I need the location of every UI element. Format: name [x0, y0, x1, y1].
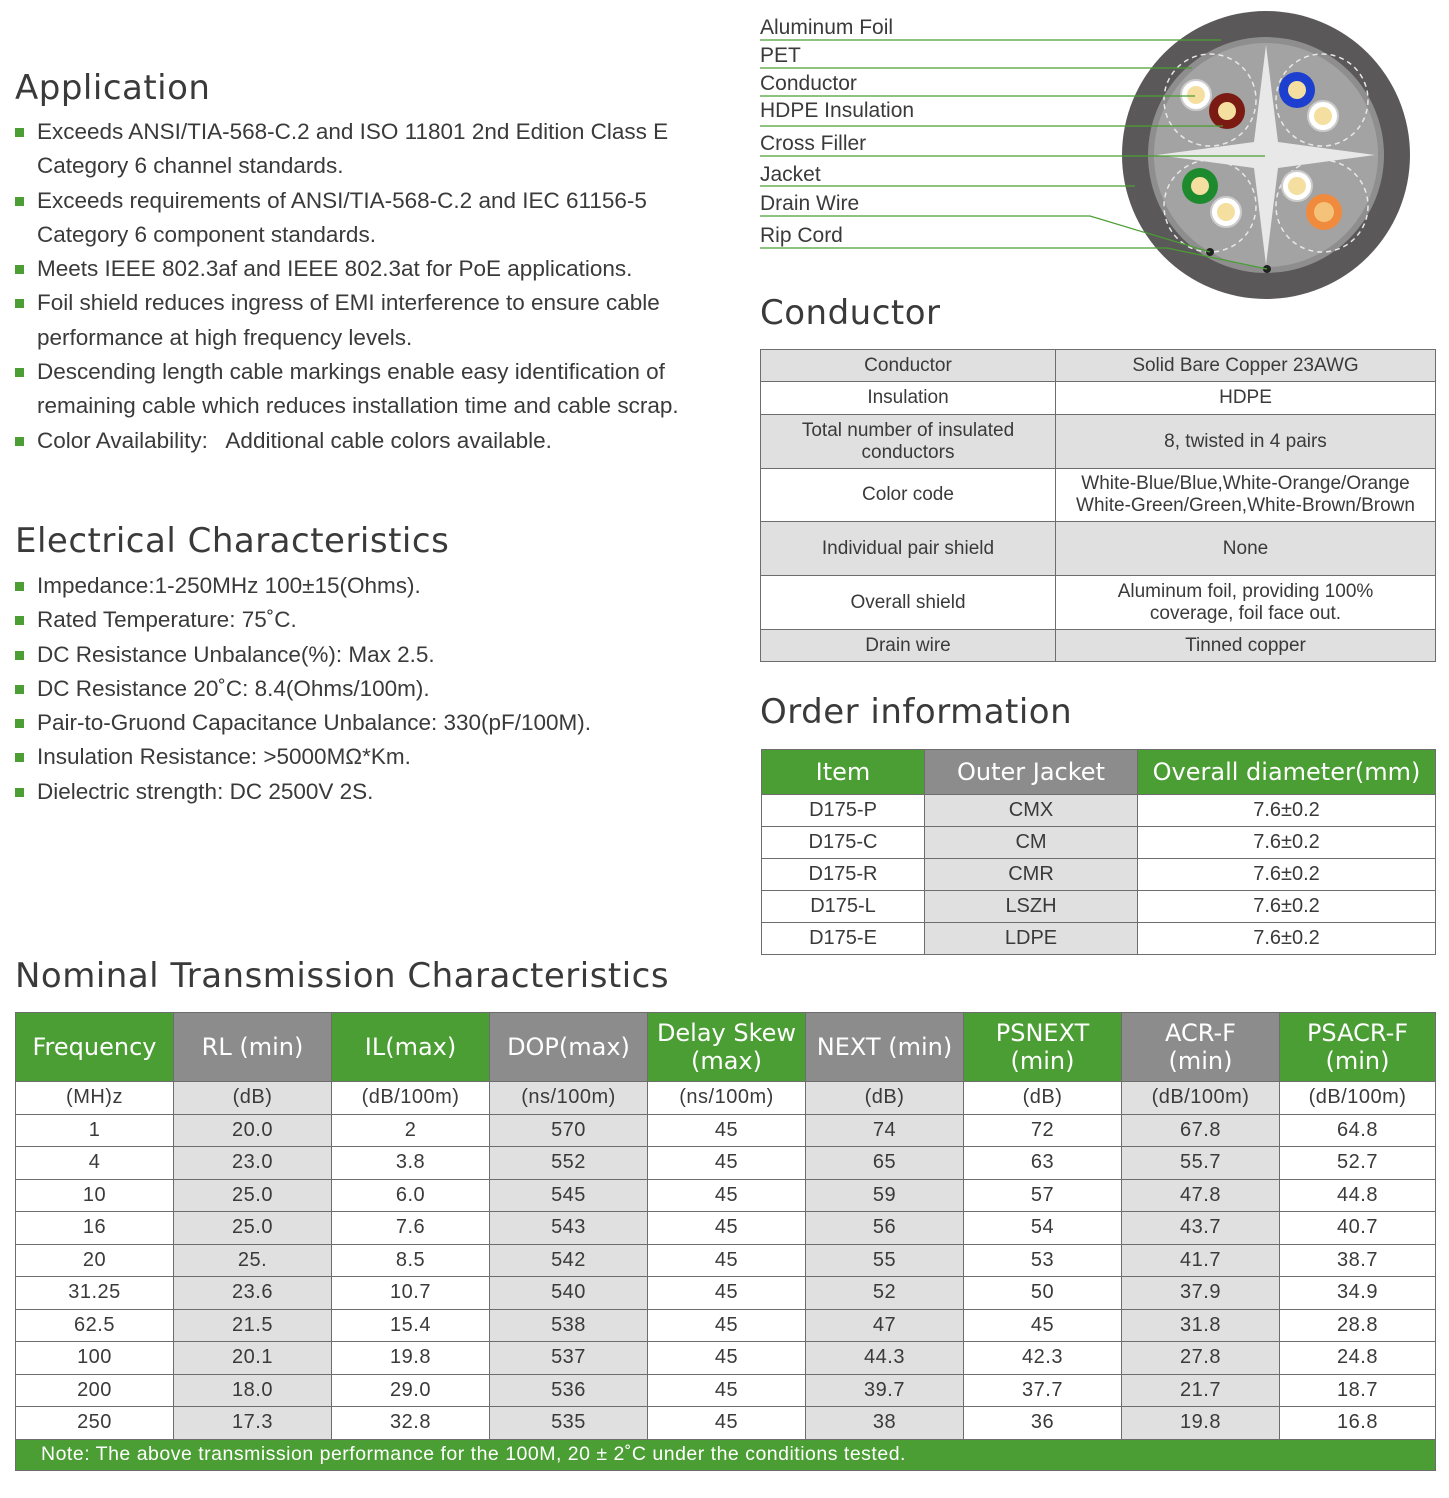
table-cell: 59 [806, 1179, 964, 1212]
column-header: Delay Skew (max) [648, 1013, 806, 1082]
label-hdpe-insulation: HDPE Insulation [760, 99, 915, 122]
table-row [762, 923, 1436, 955]
table-row [16, 1277, 1436, 1310]
note-text: Note: The above transmission performance for the 100M, 20 ± 2˚C under the conditions tested. [16, 1439, 1436, 1470]
table-cell: Insulation [761, 382, 1056, 415]
table-row [761, 469, 1436, 522]
column-header: PSNEXT (min) [964, 1013, 1122, 1082]
table-row [16, 1374, 1436, 1407]
table-row [16, 1179, 1436, 1212]
label-aluminum-foil: Aluminum Foil [760, 16, 894, 39]
table-cell: 55 [806, 1244, 964, 1277]
transmission-table [15, 1012, 1436, 1471]
table-cell: 37.9 [1122, 1277, 1280, 1310]
table-cell: 18.0 [174, 1374, 332, 1407]
table-cell: None [1056, 522, 1436, 576]
column-header: Outer Jacket [925, 750, 1138, 795]
table-cell: 545 [490, 1179, 648, 1212]
table-row [16, 1244, 1436, 1277]
table-cell: 31.8 [1122, 1309, 1280, 1342]
table-cell: 25.0 [174, 1212, 332, 1245]
table-cell: Tinned copper [1056, 630, 1436, 662]
list-item: Meets IEEE 802.3af and IEEE 802.3at for PoE applications. [15, 252, 735, 286]
table-row [761, 415, 1436, 469]
table-cell: 7.6±0.2 [1138, 923, 1436, 955]
table-cell: 74 [806, 1114, 964, 1147]
column-header: PSACR-F (min) [1280, 1013, 1436, 1082]
table-cell: 72 [964, 1114, 1122, 1147]
table-cell: 7.6 [332, 1212, 490, 1245]
cable-cross-section-diagram [755, 0, 1445, 305]
list-item: DC Resistance Unbalance(%): Max 2.5. [15, 638, 735, 672]
table-cell: 1 [16, 1114, 174, 1147]
table-row [761, 576, 1436, 630]
transmission-heading: Nominal Transmission Characteristics [15, 956, 670, 996]
table-cell: (MH)z [16, 1082, 174, 1115]
transmission-rows [16, 1114, 1436, 1439]
table-cell: Overall shield [761, 576, 1056, 630]
table-cell: 24.8 [1280, 1342, 1436, 1375]
table-cell: 7.6±0.2 [1138, 795, 1436, 827]
table-cell: D175-C [762, 827, 925, 859]
table-cell: 63 [964, 1147, 1122, 1180]
list-item: Exceeds ANSI/TIA-568-C.2 and ISO 11801 2nd Edition Class E Category 6 channel standards. [15, 115, 735, 184]
table-cell: 19.8 [1122, 1407, 1280, 1440]
table-cell: 535 [490, 1407, 648, 1440]
table-cell: 39.7 [806, 1374, 964, 1407]
table-cell: 45 [648, 1407, 806, 1440]
table-cell: 7.6±0.2 [1138, 827, 1436, 859]
table-cell: 10.7 [332, 1277, 490, 1310]
list-item: Impedance:1-250MHz 100±15(Ohms). [15, 569, 735, 603]
table-cell: 20 [16, 1244, 174, 1277]
table-cell: 45 [648, 1114, 806, 1147]
conductor-heading: Conductor [760, 293, 941, 333]
table-cell: 45 [648, 1212, 806, 1245]
table-cell: 45 [648, 1147, 806, 1180]
table-cell: CMX [925, 795, 1138, 827]
table-cell: D175-E [762, 923, 925, 955]
table-cell: 7.6±0.2 [1138, 859, 1436, 891]
table-row [762, 795, 1436, 827]
table-header-row [762, 750, 1436, 795]
table-cell: 4 [16, 1147, 174, 1180]
table-cell: 21.7 [1122, 1374, 1280, 1407]
list-item: Pair-to-Gruond Capacitance Unbalance: 330(pF/100M). [15, 706, 735, 740]
table-cell: 7.6±0.2 [1138, 891, 1436, 923]
table-cell: 36 [964, 1407, 1122, 1440]
table-cell: 8, twisted in 4 pairs [1056, 415, 1436, 469]
list-item: Foil shield reduces ingress of EMI interference to ensure cable performance at high frequency levels. [15, 286, 735, 355]
table-row [16, 1114, 1436, 1147]
table-row [761, 382, 1436, 415]
table-cell: 542 [490, 1244, 648, 1277]
table-cell: 45 [648, 1309, 806, 1342]
table-cell: 21.5 [174, 1309, 332, 1342]
table-cell: 55.7 [1122, 1147, 1280, 1180]
table-row [762, 859, 1436, 891]
table-cell: 34.9 [1280, 1277, 1436, 1310]
table-cell: LDPE [925, 923, 1138, 955]
table-cell: 10 [16, 1179, 174, 1212]
table-cell: Drain wire [761, 630, 1056, 662]
table-cell: 67.8 [1122, 1114, 1280, 1147]
table-cell: Solid Bare Copper 23AWG [1056, 350, 1436, 382]
list-item: Exceeds requirements of ANSI/TIA-568-C.2 and IEC 61156-5 Category 6 component standards. [15, 184, 735, 253]
table-cell: 538 [490, 1309, 648, 1342]
table-cell: 20.1 [174, 1342, 332, 1375]
table-cell: (dB/100m) [1280, 1082, 1436, 1115]
label-rip-cord: Rip Cord [760, 224, 843, 247]
table-cell: 20.0 [174, 1114, 332, 1147]
list-item: Rated Temperature: 75˚C. [15, 603, 735, 637]
table-cell: 37.7 [964, 1374, 1122, 1407]
table-cell: 537 [490, 1342, 648, 1375]
table-cell: 53 [964, 1244, 1122, 1277]
table-cell: D175-R [762, 859, 925, 891]
table-row [761, 630, 1436, 662]
table-cell: 27.8 [1122, 1342, 1280, 1375]
table-cell: 25.0 [174, 1179, 332, 1212]
table-cell: (dB/100m) [1122, 1082, 1280, 1115]
column-header: ACR-F (min) [1122, 1013, 1280, 1082]
table-cell: 18.7 [1280, 1374, 1436, 1407]
table-cell: (dB) [174, 1082, 332, 1115]
table-cell: 45 [648, 1374, 806, 1407]
table-cell: 536 [490, 1374, 648, 1407]
table-cell: 200 [16, 1374, 174, 1407]
table-row [16, 1147, 1436, 1180]
table-cell: 45 [648, 1342, 806, 1375]
table-row [761, 522, 1436, 576]
table-cell: 540 [490, 1277, 648, 1310]
table-cell: 19.8 [332, 1342, 490, 1375]
table-cell: 25. [174, 1244, 332, 1277]
electrical-heading: Electrical Characteristics [15, 521, 450, 561]
table-cell: 2 [332, 1114, 490, 1147]
table-cell: 570 [490, 1114, 648, 1147]
table-row [762, 827, 1436, 859]
table-cell: 62.5 [16, 1309, 174, 1342]
label-pet: PET [760, 44, 801, 67]
table-cell: (ns/100m) [648, 1082, 806, 1115]
column-header: DOP(max) [490, 1013, 648, 1082]
table-cell: 8.5 [332, 1244, 490, 1277]
table-cell: 28.8 [1280, 1309, 1436, 1342]
table-cell: 552 [490, 1147, 648, 1180]
table-cell: D175-P [762, 795, 925, 827]
table-cell: 65 [806, 1147, 964, 1180]
table-cell: (dB) [964, 1082, 1122, 1115]
table-cell: 38 [806, 1407, 964, 1440]
table-cell: 52.7 [1280, 1147, 1436, 1180]
table-cell: 45 [648, 1244, 806, 1277]
column-header: Frequency [16, 1013, 174, 1082]
table-cell: 31.25 [16, 1277, 174, 1310]
table-cell: 23.0 [174, 1147, 332, 1180]
table-cell: 47 [806, 1309, 964, 1342]
table-row [761, 350, 1436, 382]
table-cell: Conductor [761, 350, 1056, 382]
column-header: Overall diameter(mm) [1138, 750, 1436, 795]
table-cell: HDPE [1056, 382, 1436, 415]
table-cell: LSZH [925, 891, 1138, 923]
table-cell: 64.8 [1280, 1114, 1436, 1147]
column-header: RL (min) [174, 1013, 332, 1082]
table-cell: 29.0 [332, 1374, 490, 1407]
table-row [16, 1407, 1436, 1440]
list-item: Descending length cable markings enable easy identification of remaining cable which reduces installation time and cable scrap. [15, 355, 735, 424]
table-cell: 17.3 [174, 1407, 332, 1440]
order-heading: Order information [760, 692, 1073, 732]
table-cell: CMR [925, 859, 1138, 891]
table-cell: 543 [490, 1212, 648, 1245]
order-table [761, 749, 1436, 955]
table-units-row [16, 1082, 1436, 1115]
application-heading: Application [15, 68, 211, 108]
table-row [16, 1342, 1436, 1375]
table-cell: 57 [964, 1179, 1122, 1212]
table-header-row [16, 1013, 1436, 1082]
list-item: Color Availability: Additional cable colors available. [15, 424, 735, 458]
table-cell: 52 [806, 1277, 964, 1310]
list-item: DC Resistance 20˚C: 8.4(Ohms/100m). [15, 672, 735, 706]
table-cell: CM [925, 827, 1138, 859]
table-row [16, 1212, 1436, 1245]
table-cell: (ns/100m) [490, 1082, 648, 1115]
list-item: Insulation Resistance: >5000MΩ*Km. [15, 740, 735, 774]
electrical-list [15, 569, 735, 809]
column-header: IL(max) [332, 1013, 490, 1082]
table-cell: 45 [648, 1277, 806, 1310]
label-jacket: Jacket [760, 163, 821, 186]
table-cell: 47.8 [1122, 1179, 1280, 1212]
table-cell: 44.3 [806, 1342, 964, 1375]
conductor-table [760, 349, 1436, 662]
table-cell: 54 [964, 1212, 1122, 1245]
table-cell: 100 [16, 1342, 174, 1375]
application-list [15, 115, 735, 458]
table-cell: 16 [16, 1212, 174, 1245]
table-cell: Total number of insulated conductors [761, 415, 1056, 469]
table-cell: 45 [648, 1179, 806, 1212]
label-drain-wire: Drain Wire [760, 192, 860, 215]
column-header: Item [762, 750, 925, 795]
table-cell: (dB) [806, 1082, 964, 1115]
table-cell: 16.8 [1280, 1407, 1436, 1440]
table-cell: 45 [964, 1309, 1122, 1342]
table-cell: Individual pair shield [761, 522, 1056, 576]
label-conductor: Conductor [760, 72, 857, 95]
table-cell: 38.7 [1280, 1244, 1436, 1277]
table-cell: 50 [964, 1277, 1122, 1310]
table-cell: 40.7 [1280, 1212, 1436, 1245]
table-cell: 44.8 [1280, 1179, 1436, 1212]
table-cell: D175-L [762, 891, 925, 923]
table-cell: 23.6 [174, 1277, 332, 1310]
table-cell: 6.0 [332, 1179, 490, 1212]
note-row [16, 1439, 1436, 1470]
table-cell: 43.7 [1122, 1212, 1280, 1245]
table-cell: Color code [761, 469, 1056, 522]
table-cell: 250 [16, 1407, 174, 1440]
table-cell: 3.8 [332, 1147, 490, 1180]
table-cell: 41.7 [1122, 1244, 1280, 1277]
table-cell: 56 [806, 1212, 964, 1245]
table-cell: 15.4 [332, 1309, 490, 1342]
table-cell: Aluminum foil, providing 100% coverage, foil face out. [1056, 576, 1436, 630]
table-row [16, 1309, 1436, 1342]
label-cross-filler: Cross Filler [760, 132, 867, 155]
table-cell: White-Blue/Blue,White-Orange/Orange White-Green/Green,White-Brown/Brown [1056, 469, 1436, 522]
list-item: Dielectric strength: DC 2500V 2S. [15, 775, 735, 809]
table-cell: 42.3 [964, 1342, 1122, 1375]
column-header: NEXT (min) [806, 1013, 964, 1082]
table-cell: (dB/100m) [332, 1082, 490, 1115]
table-row [762, 891, 1436, 923]
table-cell: 32.8 [332, 1407, 490, 1440]
